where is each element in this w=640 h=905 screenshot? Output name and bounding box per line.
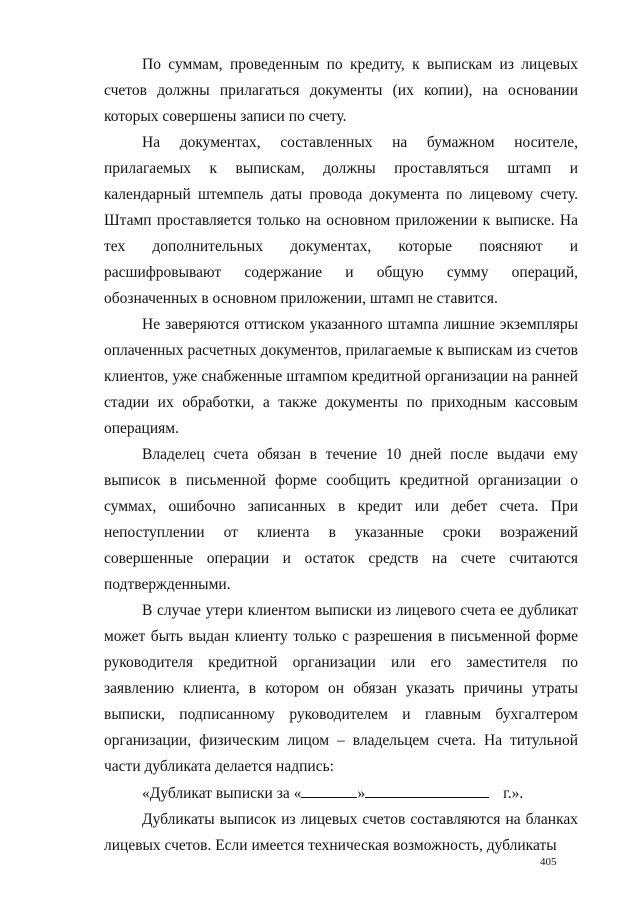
paragraph-credit-documents: По суммам, проведенным по кредиту, к выпискам из лицевых счетов должны прилагаться документы (их копии), на основании которых совершены записи по счету. — [104, 56, 578, 125]
paragraph-lost-statement: В случае утери клиентом выписки из лицевого счета ее дубликат может быть выдан клиенту только с разрешения в письменной форме руководителя кредитной организации или его заместителя по заявлению клиента, в котором он обязан указать причины утраты выписки, подписанному руководителем и главным бухгалтером организации, физическим лицом – владельцем счета. На титульной части дубликата делается надпись: — [104, 602, 578, 775]
duplicate-inscription — [104, 780, 578, 807]
duplicate-inscription-suffix: г.». — [503, 785, 524, 802]
document-page — [104, 52, 578, 859]
paragraph-duplicates: Дубликаты выписок из лицевых счетов составляются на бланках лицевых счетов. Если имеется техническая возможность, дубликаты — [104, 811, 578, 854]
duplicate-date-blank — [301, 780, 357, 798]
duplicate-inscription-prefix: «Дубликат выписки за « — [142, 785, 302, 802]
paragraph-owner-obligation: Владелец счета обязан в течение 10 дней после выдачи ему выписок в письменной форме сообщить кредитной организации о суммах, ошибочно записанных в кредит или дебет счета. При непоступлении от клиента в указанные сроки возражений совершенные операции и остаток средств на счете считаются подтвержденными. — [104, 446, 578, 593]
duplicate-month-blank — [365, 780, 489, 798]
paragraph-stamp-exceptions: Не заверяются оттиском указанного штампа лишние экземпляры оплаченных расчетных документов, прилагаемые к выпискам из счетов клиентов, уже снабженные штампом кредитной организации на ранней стадии их обработки, а также документы по приходным кассовым операциям. — [104, 316, 578, 437]
duplicate-inscription-middle: » — [357, 785, 366, 802]
paragraph-stamp-rules: На документах, составленных на бумажном носителе, прилагаемых к выпискам, должны проставляться штамп и календарный штемпель даты провода документа по лицевому счету. Штамп проставляется только на основном приложении к выписке. На тех дополнительных документах, которые поясняют и расшифровывают содержание и общую сумму операций, обозначенных в основном приложении, штамп не ставится. — [104, 134, 578, 307]
page-number: 405 — [540, 856, 557, 868]
